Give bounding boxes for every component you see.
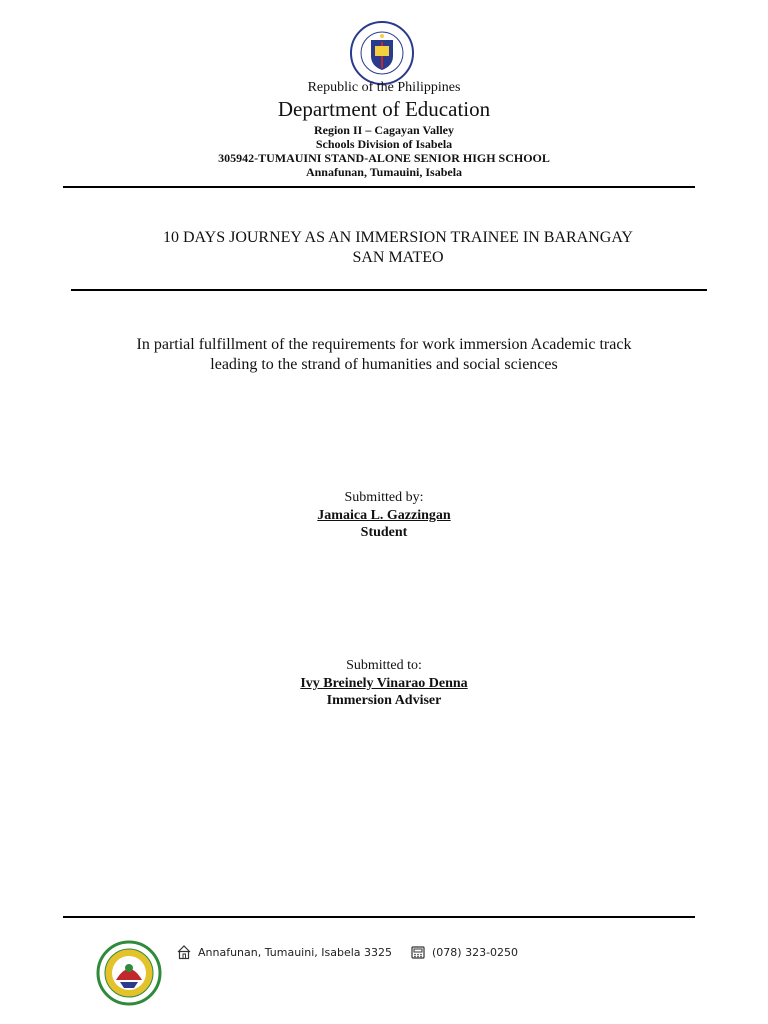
footer-address	[176, 944, 392, 960]
division-name: Schools Division of Isabela	[315, 137, 453, 151]
house-icon	[176, 944, 192, 960]
submitted-to-label: Submitted to:	[346, 658, 422, 673]
country-name: Republic of the Philippines	[307, 80, 461, 95]
footer-phone-text: (078) 323-0250	[432, 945, 519, 959]
submitted-by-role: Student	[360, 525, 408, 540]
title-line-1: 10 DAYS JOURNEY AS AN IMMERSION TRAINEE IN BARANGAY	[163, 229, 633, 246]
document-title	[110, 228, 686, 268]
title-divider	[71, 289, 707, 291]
submitted-to-name: Ivy Breinely Vinarao Denna	[300, 676, 468, 691]
submitted-by-name: Jamaica L. Gazzingan	[317, 508, 451, 523]
department-name: Department of Education	[277, 97, 491, 121]
deped-seal-logo	[349, 20, 415, 86]
school-seal-logo	[96, 940, 162, 1006]
footer-address-text: Annafunan, Tumauini, Isabela 3325	[198, 945, 393, 959]
footer-divider	[63, 916, 695, 918]
school-address: Annafunan, Tumauini, Isabela	[305, 165, 463, 179]
school-name: 305942-TUMAUINI STAND-ALONE SENIOR HIGH SCHOOL	[218, 151, 550, 165]
region-name: Region II – Cagayan Valley	[313, 123, 455, 137]
header-divider	[63, 186, 695, 188]
submitted-by-label: Submitted by:	[344, 490, 424, 505]
footer-phone	[410, 944, 518, 960]
submitted-to-role: Immersion Adviser	[326, 693, 442, 708]
phone-icon	[410, 944, 426, 960]
purpose-line-1: In partial fulfillment of the requirements for work immersion Academic track	[136, 336, 632, 353]
purpose-statement	[80, 335, 688, 375]
footer	[96, 940, 696, 1006]
purpose-line-2: leading to the strand of humanities and social sciences	[210, 356, 558, 373]
title-line-2: SAN MATEO	[352, 249, 444, 266]
